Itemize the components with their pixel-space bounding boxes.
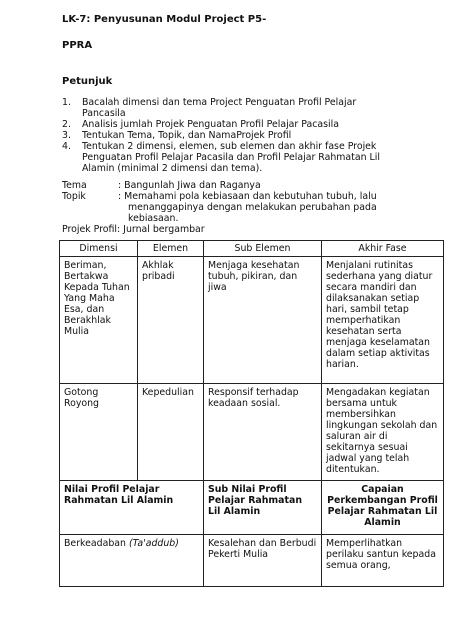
table-header-row: [60, 241, 444, 257]
p5-table: [59, 240, 444, 587]
table-row: [60, 384, 444, 481]
step-item: [62, 130, 402, 141]
topik-value-cont: menanggapinya dengan melakukan perubahan pada: [128, 202, 377, 213]
step-text: Tentukan 2 dimensi, elemen, sub elemen dan akhir fase Projek: [82, 141, 377, 152]
cell-capaian: Memperlihatkan perilaku santun kepada semua orang,: [322, 535, 444, 587]
table-row: [60, 535, 444, 587]
nilai-text: Berkeadaban: [64, 538, 126, 549]
petunjuk-heading: Petunjuk: [62, 76, 113, 87]
nilai-italic: (Ta'addub): [128, 538, 179, 549]
steps-list: [62, 97, 402, 174]
cell-akhir-fase: Mengadakan kegiatan bersama untuk membersihkan lingkungan sekolah dan saluran air di sekitarnya sesuai jadwal yang telah ditentukan.: [322, 384, 444, 481]
cell-elemen: Kepedulian: [138, 384, 204, 481]
tema-value: : Bangunlah Jiwa dan Raganya: [118, 180, 261, 191]
subheader-capaian: Capaian Perkembangan Profil Pelajar Rahmatan Lil Alamin: [322, 481, 444, 535]
tema-topik-block: [62, 180, 402, 235]
step-text: Alamin (minimal 2 dimensi dan tema).: [82, 163, 263, 174]
doc-title-line1: LK-7: Penyusunan Modul Project P5-: [62, 14, 267, 25]
subheader-nilai: Nilai Profil Pelajar Rahmatan Lil Alamin: [60, 481, 204, 535]
step-number: 2.: [62, 119, 71, 130]
topik-label: Topik: [62, 191, 86, 202]
doc-title-line2: PPRA: [62, 40, 93, 51]
subheader-sub-nilai: Sub Nilai Profil Pelajar Rahmatan Lil Alamin: [204, 481, 322, 535]
step-number: 4.: [62, 141, 71, 152]
header-dimensi: Dimensi: [60, 241, 138, 257]
step-text: Penguatan Profil Pelajar Pacasila dan Profil Pelajar Rahmatan Lil: [82, 152, 380, 163]
cell-akhir-fase: Menjalani rutinitas sederhana yang diatur secara mandiri dan dilaksanakan setiap hari, sambil tetap memperhatikan kesehatan serta menjaga keselamatan dalam setiap aktivitas harian.: [322, 257, 444, 384]
header-elemen: Elemen: [138, 241, 204, 257]
step-item: [62, 119, 402, 130]
cell-dimensi: Beriman, Bertakwa Kepada Tuhan Yang Maha Esa, dan Berakhlak Mulia: [60, 257, 138, 384]
topik-value-cont: kebiasaan.: [128, 213, 179, 224]
step-item: [62, 141, 402, 174]
step-text: Bacalah dimensi dan tema Project Penguatan Profil Pelajar: [82, 97, 357, 108]
header-akhir-fase: Akhir Fase: [322, 241, 444, 257]
cell-sub-elemen: Responsif terhadap keadaan sosial.: [204, 384, 322, 481]
step-number: 3.: [62, 130, 71, 141]
step-number: 1.: [62, 97, 71, 108]
projek-profil: Projek Profil: Jurnal bergambar: [62, 224, 205, 235]
step-item: [62, 97, 402, 119]
cell-elemen: Akhlak pribadi: [138, 257, 204, 384]
header-sub-elemen: Sub Elemen: [204, 241, 322, 257]
table-subheader-row: [60, 481, 444, 535]
tema-label: Tema: [62, 180, 87, 191]
cell-nilai: [60, 535, 204, 587]
cell-sub-elemen: Menjaga kesehatan tubuh, pikiran, dan jiwa: [204, 257, 322, 384]
step-text: Pancasila: [82, 108, 126, 119]
cell-sub-nilai: Kesalehan dan Berbudi Pekerti Mulia: [204, 535, 322, 587]
cell-dimensi: Gotong Royong: [60, 384, 138, 481]
table-row: [60, 257, 444, 384]
step-text: Tentukan Tema, Topik, dan NamaProjek Profil: [82, 130, 292, 141]
topik-value: : Memahami pola kebiasaan dan kebutuhan tubuh, lalu: [118, 191, 377, 202]
step-text: Analisis jumlah Projek Penguatan Profil Pelajar Pacasila: [82, 119, 339, 130]
